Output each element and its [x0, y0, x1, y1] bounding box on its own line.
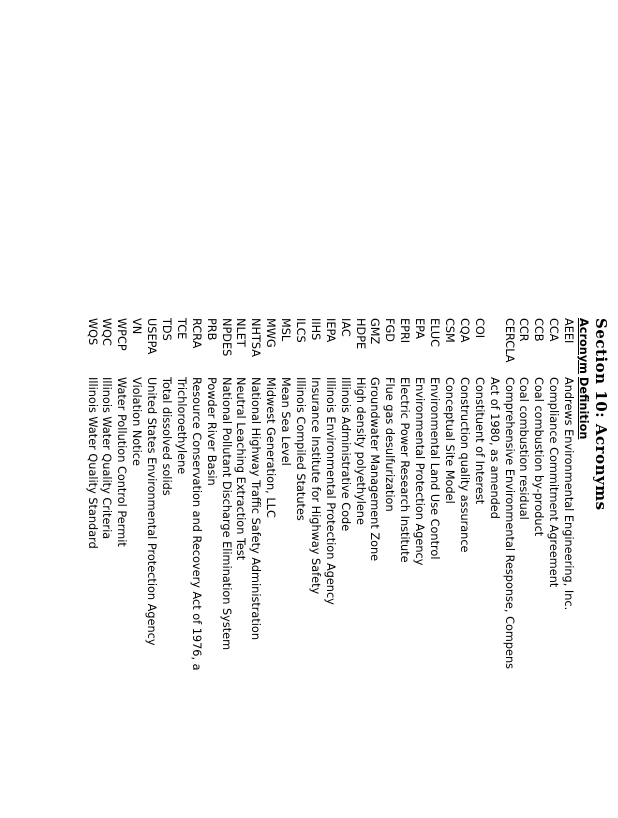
definition-cell: Construction quality assurance	[457, 377, 471, 553]
definition-column-header: Definition	[577, 377, 590, 440]
definition-cell: Compliance Commitment Agreement	[547, 377, 561, 588]
definition-cell: Violation Notice	[130, 377, 144, 466]
acronym-cell: NPDES	[219, 318, 233, 357]
definition-cell: Electric Power Research Institute	[398, 377, 412, 563]
section-title: Section 10: Acronyms	[592, 318, 610, 511]
definition-cell: Midwest Generation, LLC	[264, 377, 278, 518]
acronym-cell: MWG	[264, 318, 278, 348]
table-row	[456, 318, 471, 818]
table-row	[441, 318, 456, 818]
definition-cell: Conceptual Site Model	[442, 377, 456, 504]
table-row	[113, 318, 128, 818]
definition-cell: National Highway Traffic Safety Administration	[249, 377, 263, 640]
table-row	[158, 318, 173, 818]
table-row	[530, 318, 545, 818]
acronym-cell: AEEI	[562, 318, 576, 344]
table-row	[84, 318, 99, 818]
acronym-cell: EPRI	[398, 318, 412, 344]
table-row	[545, 318, 560, 818]
acronym-column-header: Acronym	[577, 318, 590, 374]
definition-cell: Coal combustion by-product	[532, 377, 546, 537]
acronym-cell: CCR	[517, 318, 531, 342]
definition-cell: Illinois Water Quality Standard	[85, 377, 99, 549]
acronym-cell: NLET	[234, 318, 248, 347]
definition-cell: Comprehensive Environmental Response, Compens Act of 1980, as amended	[487, 377, 516, 670]
table-row	[307, 318, 322, 818]
table-row	[233, 318, 248, 818]
acronym-cell: ELUC	[428, 318, 442, 348]
definition-cell: Andrews Environmental Engineering, Inc.	[562, 377, 576, 611]
table-row	[292, 318, 307, 818]
definition-cell: Environmental Protection Agency	[413, 377, 427, 566]
table-row	[367, 318, 382, 818]
table-row	[128, 318, 143, 818]
table-row	[247, 318, 262, 818]
acronym-cell: MSL	[279, 318, 293, 342]
table-row	[396, 318, 411, 818]
definition-cell: Constituent of Interest	[472, 377, 486, 505]
acronym-cell: CQA	[457, 318, 471, 343]
acronym-cell: GMZ	[368, 318, 382, 345]
table-row	[277, 318, 292, 818]
definition-cell: Illinois Water Quality Criteria	[100, 377, 114, 540]
definition-cell: Illinois Environmental Protection Agency	[323, 377, 337, 605]
acronym-cell: ILCS	[294, 318, 308, 343]
acronym-cell: HDPE	[353, 318, 367, 350]
definition-cell: Neutral Leaching Extraction Test	[234, 377, 248, 561]
acronym-cell: COI	[472, 318, 486, 339]
definition-cell: Insurance Institute for Highway Safety	[308, 377, 322, 595]
definition-cell: Groundwater Management Zone	[368, 377, 382, 562]
definition-cell: Mean Sea Level	[279, 377, 293, 466]
definition-cell: Total dissolved solids	[160, 377, 174, 496]
definition-cell: Coal combustion residual	[517, 377, 531, 520]
table-row	[322, 318, 337, 818]
definition-cell: Powder River Basin	[204, 377, 218, 486]
definition-cell: High density polyethylene	[353, 377, 367, 525]
acronym-table-body	[84, 318, 575, 818]
table-row	[143, 318, 158, 818]
acronym-cell: CERCLA	[502, 318, 516, 363]
definition-cell: Illinois Compiled Statutes	[294, 377, 308, 521]
table-row	[486, 318, 516, 818]
table-row	[411, 318, 426, 818]
acronym-cell: IEPA	[323, 318, 337, 343]
acronym-cell: WPCP	[115, 318, 129, 351]
definition-cell: Trichloroethylene	[174, 377, 188, 475]
acronym-cell: CCB	[532, 318, 546, 342]
definition-cell: Resource Conservation and Recovery Act of 1976, a	[189, 377, 203, 671]
acronym-cell: TDS	[160, 318, 174, 341]
table-row	[382, 318, 397, 818]
definition-cell: Environmental Land Use Control	[428, 377, 442, 560]
table-row	[218, 318, 233, 818]
acronym-cell: IIHS	[308, 318, 322, 341]
acronym-cell: RCRA	[189, 318, 203, 349]
table-row	[516, 318, 531, 818]
definition-cell: Water Pollution Control Permit	[115, 377, 129, 547]
table-row	[173, 318, 188, 818]
definition-cell: National Pollutant Discharge Elimination System	[219, 377, 233, 651]
table-row	[560, 318, 575, 818]
acronym-cell: FGD	[383, 318, 397, 342]
table-row	[352, 318, 367, 818]
definition-cell: United States Environmental Protection Agency	[145, 377, 159, 646]
acronym-cell: USEPA	[145, 318, 159, 355]
table-row	[99, 318, 114, 818]
acronym-cell: TCE	[174, 318, 188, 340]
acronym-table-header	[575, 318, 590, 818]
rotated-document-page	[84, 318, 612, 818]
acronym-cell: NHTSA	[249, 318, 263, 357]
acronym-cell: WQS	[85, 318, 99, 346]
acronym-cell: EPA	[413, 318, 427, 339]
table-row	[471, 318, 486, 818]
acronym-cell: CCA	[547, 318, 561, 342]
definition-cell: Illinois Administrative Code	[338, 377, 352, 532]
table-row	[262, 318, 277, 818]
acronym-cell: IAC	[338, 318, 352, 337]
acronym-cell: VN	[130, 318, 144, 335]
acronym-cell: WQC	[100, 318, 114, 346]
table-row	[203, 318, 218, 818]
table-row	[426, 318, 441, 818]
table-row	[188, 318, 203, 818]
acronym-cell: CSM	[442, 318, 456, 343]
acronym-cell: PRB	[204, 318, 218, 341]
definition-cell: Flue gas desulfurization	[383, 377, 397, 512]
table-row	[337, 318, 352, 818]
